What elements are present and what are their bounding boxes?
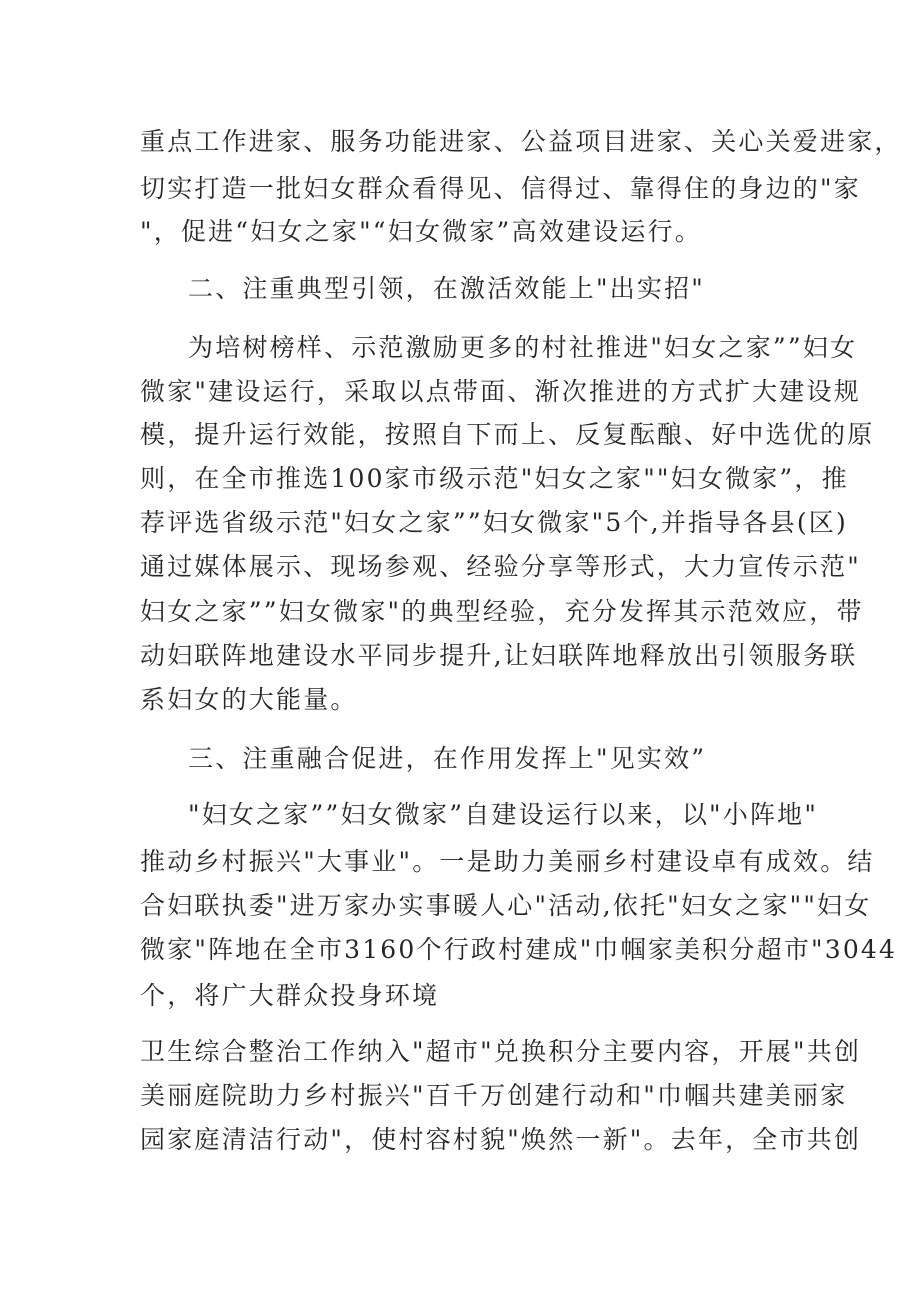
- paragraph-2-line-8: 动妇联阵地建设水平同步提升,让妇联阵地释放出引领服务联: [140, 641, 858, 670]
- paragraph-4-line-3: 园家庭清洁行动"，使村容村貌"焕然一新"。去年，全市共创: [140, 1125, 862, 1154]
- paragraph-1-line-2: 切实打造一批妇女群众看得见、信得过、靠得住的身边的"家: [140, 174, 861, 203]
- section-heading-2: 二、注重典型引领，在激活效能上"出实招": [188, 274, 705, 303]
- paragraph-2-line-7: 妇女之家””妇女微家"的典型经验，充分发挥其示范效应，带: [140, 597, 864, 626]
- paragraph-2-line-4: 则，在全市推选100家市级示范"妇女之家""妇女微家”，推: [140, 464, 849, 493]
- paragraph-3-line-1: "妇女之家””妇女微家”自建设运行以来，以"小阵地": [188, 800, 819, 829]
- paragraph-2-line-2: 微家"建设运行，采取以点带面、渐次推进的方式扩大建设规: [140, 377, 861, 406]
- paragraph-2-line-3: 模，提升运行效能，按照自下而上、反复酝酿、好中选优的原: [140, 420, 875, 449]
- paragraph-2-line-9: 系妇女的大能量。: [140, 685, 358, 714]
- paragraph-2-line-6: 通过媒体展示、现场参观、经验分享等形式，大力宣传示范": [140, 552, 861, 581]
- paragraph-3-line-3: 合妇联执委"进万家办实事暖人心"活动,依托"妇女之家""妇女: [140, 891, 872, 920]
- paragraph-4-line-1: 卫生综合整治工作纳入"超市"兑换积分主要内容，开展"共创: [140, 1037, 862, 1066]
- paragraph-3-line-5: 个，将广大群众投身环境: [140, 981, 440, 1010]
- paragraph-1-line-3: "，促进“妇女之家"“妇女微家”高效建设运行。: [140, 217, 702, 246]
- paragraph-4-line-2: 美丽庭院助力乡村振兴"百千万创建行动和"巾帼共建美丽家: [140, 1081, 848, 1110]
- paragraph-3-line-4: 微家"阵地在全市3160个行政村建成"巾帼家美积分超市"3044: [140, 935, 898, 964]
- paragraph-2-line-5: 荐评选省级示范"妇女之家””妇女微家"5个,并指导各县(区): [140, 508, 848, 537]
- paragraph-3-line-2: 推动乡村振兴"大事业"。一是助力美丽乡村建设卓有成效。结: [140, 847, 875, 876]
- paragraph-1-line-1: 重点工作进家、服务功能进家、公益项目进家、关心关爱进家，: [140, 127, 902, 156]
- section-heading-3: 三、注重融合促进，在作用发挥上"见实效”: [188, 744, 707, 773]
- paragraph-2-line-1: 为培树榜样、示范激励更多的村社推进"妇女之家””妇女: [188, 333, 858, 362]
